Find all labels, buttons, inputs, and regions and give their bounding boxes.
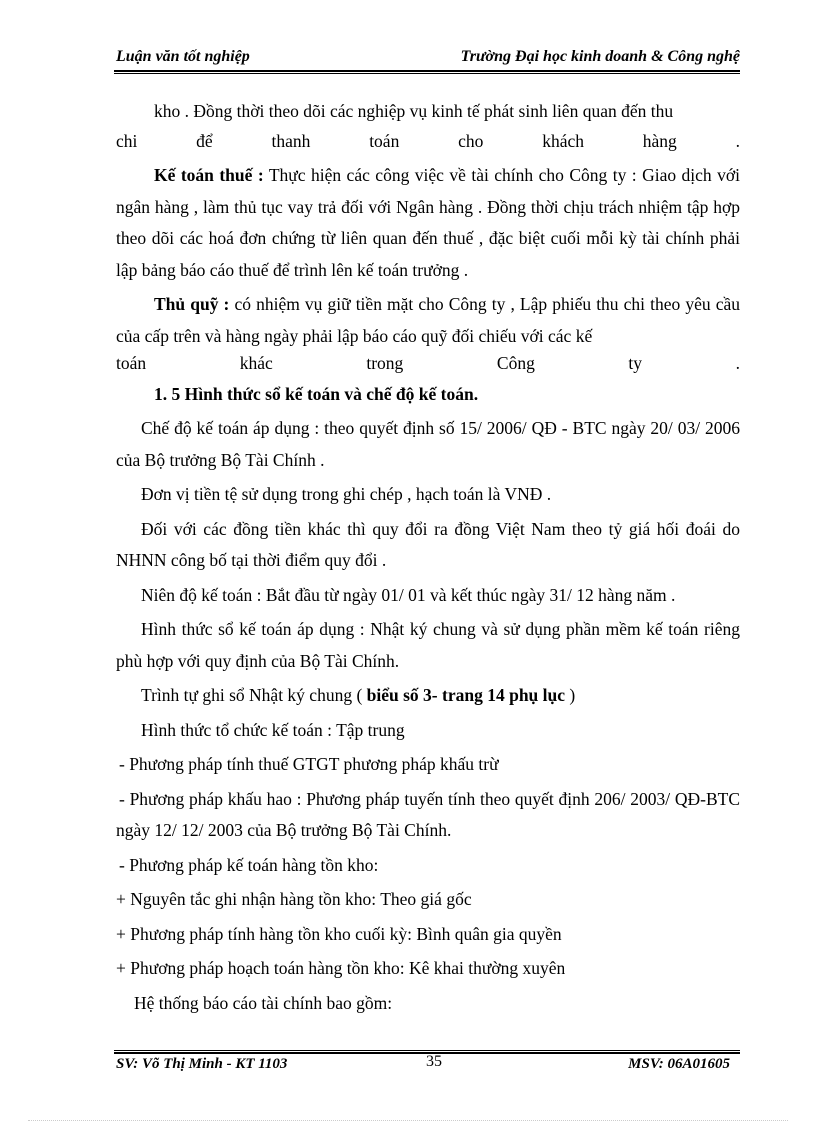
header-thesis-label: Luận văn tốt nghiệp	[116, 48, 250, 65]
paragraph-tax-accountant	[116, 160, 740, 286]
paragraph-currency: Đơn vị tiền tệ sử dụng trong ghi chép , hạch toán là VNĐ .	[141, 484, 552, 504]
plus-inventory-principle: + Nguyên tắc ghi nhận hàng tồn kho: Theo giá gốc	[116, 889, 472, 909]
section-heading: 1. 5 Hình thức sổ kế toán và chế độ kế toán.	[154, 383, 479, 404]
paragraph-financial-reports: Hệ thống báo cáo tài chính bao gồm:	[134, 992, 393, 1013]
journal-order-pre: Trình tự ghi sổ Nhật ký chung (	[141, 685, 367, 705]
paragraph-org-form: Hình thức tổ chức kế toán : Tập trung	[141, 719, 405, 740]
paragraph-accounting-regime: Chế độ kế toán áp dụng : theo quyết định số 15/ 2006/ QĐ - BTC ngày 20/ 03/ 2006 của Bộ trưởng Bộ Tài Chính .	[116, 418, 740, 470]
paragraph-fiscal-year: Niên độ kế toán : Bắt đầu từ ngày 01/ 01 và kết thúc ngày 31/ 12 hàng năm .	[141, 584, 676, 605]
cashier-label: Thủ quỹ :	[154, 294, 230, 314]
header-university: Trường Đại học kinh doanh & Công nghệ	[460, 48, 740, 65]
footer-student-id: MSV: 06A01605	[628, 1056, 730, 1072]
journal-order-post: )	[565, 685, 576, 705]
page-footer	[116, 1053, 740, 1078]
tax-accountant-text: Thực hiện các công việc về tài chính cho Công ty : Giao dịch với ngân hàng , làm thủ tục vay trả đối với Ngân hàng . Đồng thời chịu trách nhiệm tập hợp theo dõi các hoá đơn chứng từ liên quan đến thuế , đặc biệt cuối mỗi kỳ tài chính phải lập bảng báo cáo thuế để trình lên kế toán trưởng .	[116, 165, 740, 280]
bullet-vat-method: - Phương pháp tính thuế GTGT phương pháp khấu trừ	[119, 754, 499, 774]
bullet-inventory-method: - Phương pháp kế toán hàng tồn kho:	[119, 854, 379, 875]
paragraph-kho-line2	[116, 126, 740, 158]
plus-inventory-accounting: + Phương pháp hoạch toán hàng tồn kho: Kê khai thường xuyên	[116, 958, 566, 978]
cashier-text-last: toán khác trong Công ty .	[116, 353, 740, 373]
page-body	[116, 96, 740, 1019]
paragraph-cashier	[116, 289, 740, 352]
page-number: 35	[426, 1053, 442, 1070]
bullet-depreciation: - Phương pháp khấu hao : Phương pháp tuyến tính theo quyết định 206/ 2003/ QĐ-BTC ngày 12/ 12/ 2003 của Bộ trưởng Bộ Tài Chính.	[116, 788, 740, 840]
journal-order-ref: biểu số 3- trang 14 phụ lục	[366, 685, 566, 705]
plus-inventory-end-period: + Phương pháp tính hàng tồn kho cuối kỳ: Bình quân gia quyền	[116, 923, 562, 944]
footer-student: SV: Võ Thị Minh - KT 1103	[116, 1056, 288, 1072]
page-edge	[28, 1120, 788, 1121]
cashier-text: có nhiệm vụ giữ tiền mặt cho Công ty , Lập phiếu thu chi theo yêu cầu của cấp trên và hàng ngày phải lập báo cáo quỹ đối chiếu với các kế	[116, 294, 740, 346]
paragraph-exchange: Đối với các đồng tiền khác thì quy đổi ra đồng Việt Nam theo tỷ giá hối đoái do NHNN công bố tại thời điểm quy đổi .	[116, 518, 740, 570]
paragraph-cashier-last	[116, 348, 740, 380]
para-kho-line1: kho . Đồng thời theo dõi các nghiệp vụ kinh tế phát sinh liên quan đến thu	[154, 101, 674, 121]
paragraph-journal-order	[116, 680, 740, 712]
para-kho-line2: chi để thanh toán cho khách hàng .	[116, 130, 740, 151]
tax-accountant-label: Kế toán thuế :	[154, 165, 264, 185]
paragraph-kho	[116, 96, 740, 128]
header-divider	[114, 70, 740, 74]
paragraph-bookkeeping-form: Hình thức sổ kế toán áp dụng : Nhật ký chung và sử dụng phần mềm kế toán riêng phù hợp với quy định của Bộ Tài Chính.	[116, 619, 740, 671]
page-header	[116, 48, 740, 70]
